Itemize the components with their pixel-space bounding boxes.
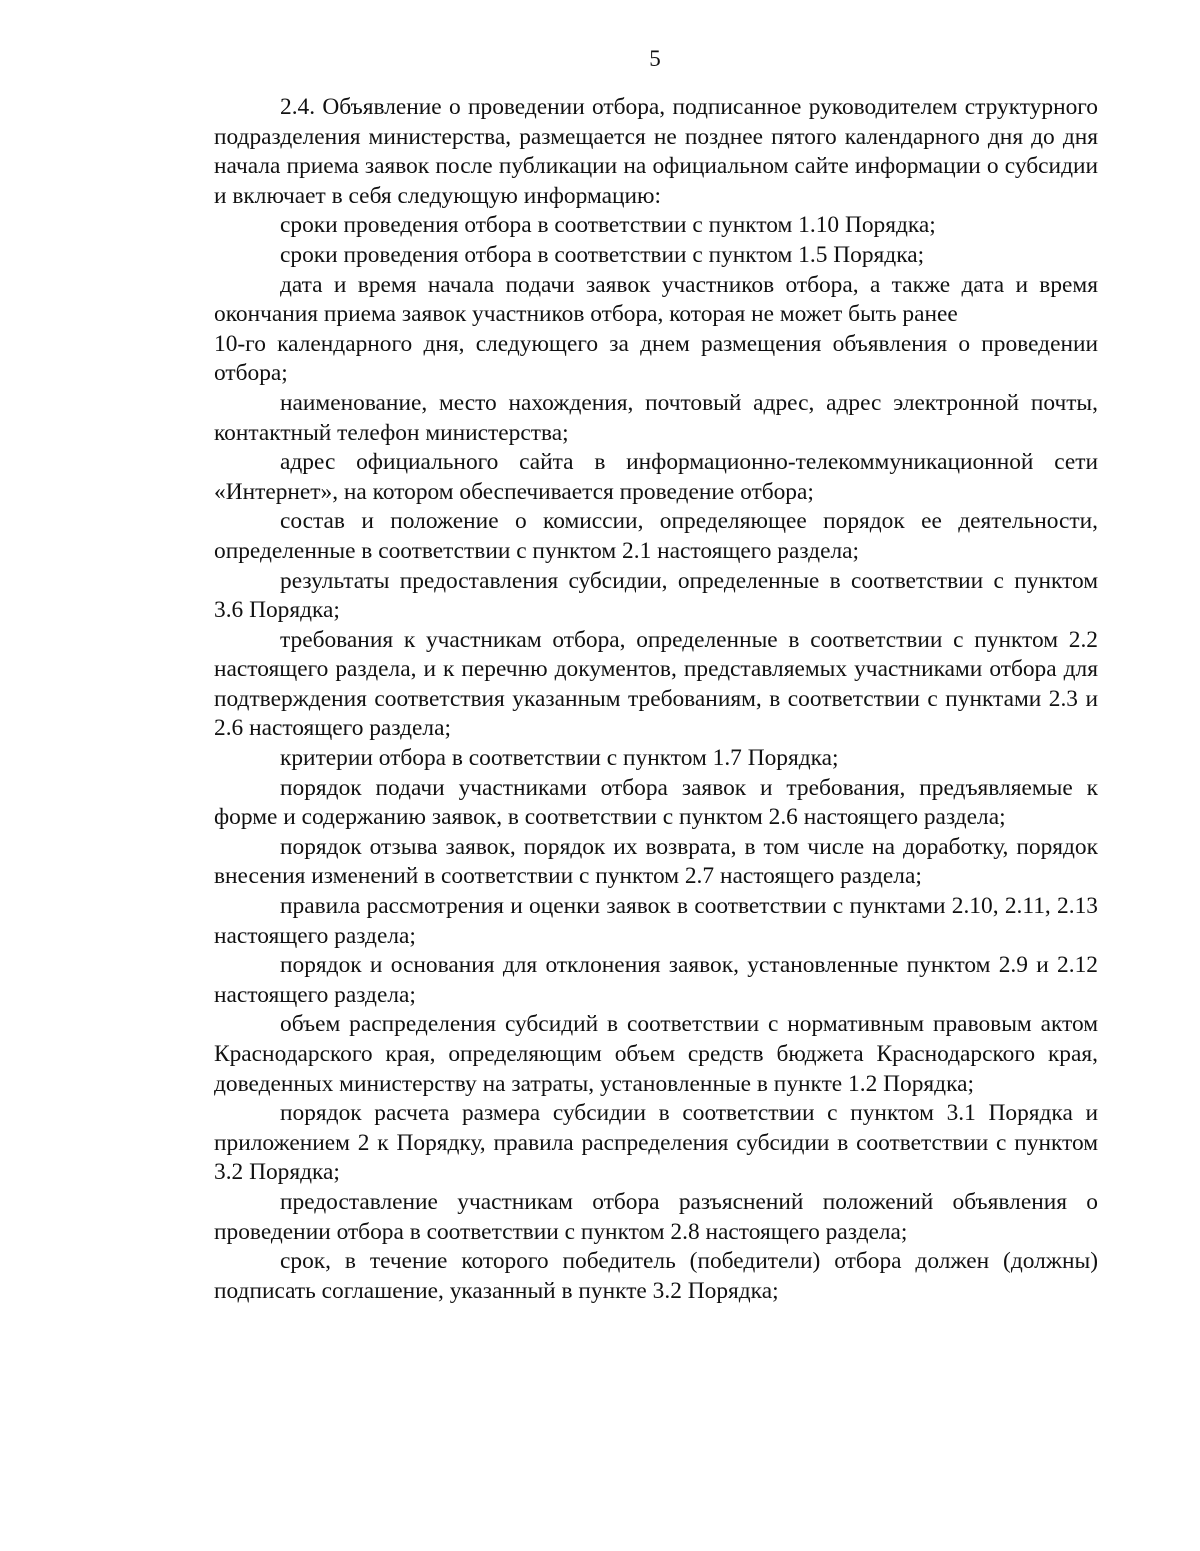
list-item-terms-1-5: сроки проведения отбора в соответствии с пунктом 1.5 Порядка; [280, 241, 925, 268]
document-body [214, 93, 1098, 1306]
list-item-terms-1-10: сроки проведения отбора в соответствии с пунктом 1.10 Порядка; [280, 212, 936, 239]
list-item-commission: состав и положение о комиссии, определяющее порядок ее деятельности, определенные в соответствии с пунктом 2.1 настоящего раздела; [214, 508, 1098, 564]
list-item-application-dates: дата и время начала подачи заявок участников отбора, а также дата и время окончания приема заявок участников отбора, которая не может быть ранее [214, 271, 1098, 328]
list-item-selection-criteria: критерии отбора в соответствии с пунктом 1.7 Порядка; [280, 745, 839, 772]
paragraph-2-4-intro: 2.4. Объявление о проведении отбора, подписанное руководителем структурного подразделения министерства, размещается не позднее пятого календарного дня до дня начала приема заявок после публикации на официальном сайте информации о субсидии и включает в себя следующую информацию: [214, 94, 1098, 209]
list-item-ministry-contacts: наименование, место нахождения, почтовый адрес, адрес электронной почты, контактный телефон министерства; [214, 389, 1098, 446]
list-item-calculation-procedure: порядок расчета размера субсидии в соответствии с пунктом 3.1 Порядка и приложением 2 к Порядку, правила распределения субсидии в соответствии с пунктом 3.2 Порядка; [214, 1100, 1098, 1186]
list-item-review-rules: правила рассмотрения и оценки заявок в соответствии с пунктами 2.10, 2.11, 2.13 настоящего раздела; [214, 893, 1098, 949]
list-item-withdrawal-procedure: порядок отзыва заявок, порядок их возврата, в том числе на доработку, порядок внесения изменений в соответствии с пунктом 2.7 настоящего раздела; [214, 833, 1098, 890]
list-item-website-address: адрес официального сайта в информационно-телекоммуникационной сети «Интернет», на котором обеспечивается проведение отбора; [214, 449, 1098, 505]
list-item-submission-procedure: порядок подачи участниками отбора заявок и требования, предъявляемые к форме и содержанию заявок, в соответствии с пунктом 2.6 настоящего раздела; [214, 774, 1098, 831]
page-number: 5 [649, 46, 661, 71]
list-item-agreement-deadline: срок, в течение которого победитель (победители) отбора должен (должны) подписать соглашение, указанный в пункте 3.2 Порядка; [214, 1248, 1098, 1304]
list-item-application-dates-continued: 10-го календарного дня, следующего за днем размещения объявления о проведении отбора; [214, 330, 1098, 387]
list-item-participant-requirements: требования к участникам отбора, определенные в соответствии с пунктом 2.2 настоящего раздела, и к перечню документов, представляемых участниками отбора для подтверждения соответствия указанным требованиям, в соответствии с пунктами 2.3 и 2.6 настоящего раздела; [214, 626, 1098, 742]
list-item-rejection-grounds: порядок и основания для отклонения заявок, установленные пунктом 2.9 и 2.12 настоящего раздела; [214, 952, 1098, 1008]
list-item-subsidy-volume: объем распределения субсидий в соответствии с нормативным правовым актом Краснодарского края, определяющим объем средств бюджета Краснодарского края, доведенных министерству на затраты, установленные в пункте 1.2 Порядка; [214, 1011, 1098, 1097]
list-item-clarifications: предоставление участникам отбора разъяснений положений объявления о проведении отбора в соответствии с пунктом 2.8 настоящего раздела; [214, 1188, 1098, 1245]
list-item-results: результаты предоставления субсидии, определенные в соответствии с пунктом 3.6 Порядка; [214, 567, 1098, 624]
